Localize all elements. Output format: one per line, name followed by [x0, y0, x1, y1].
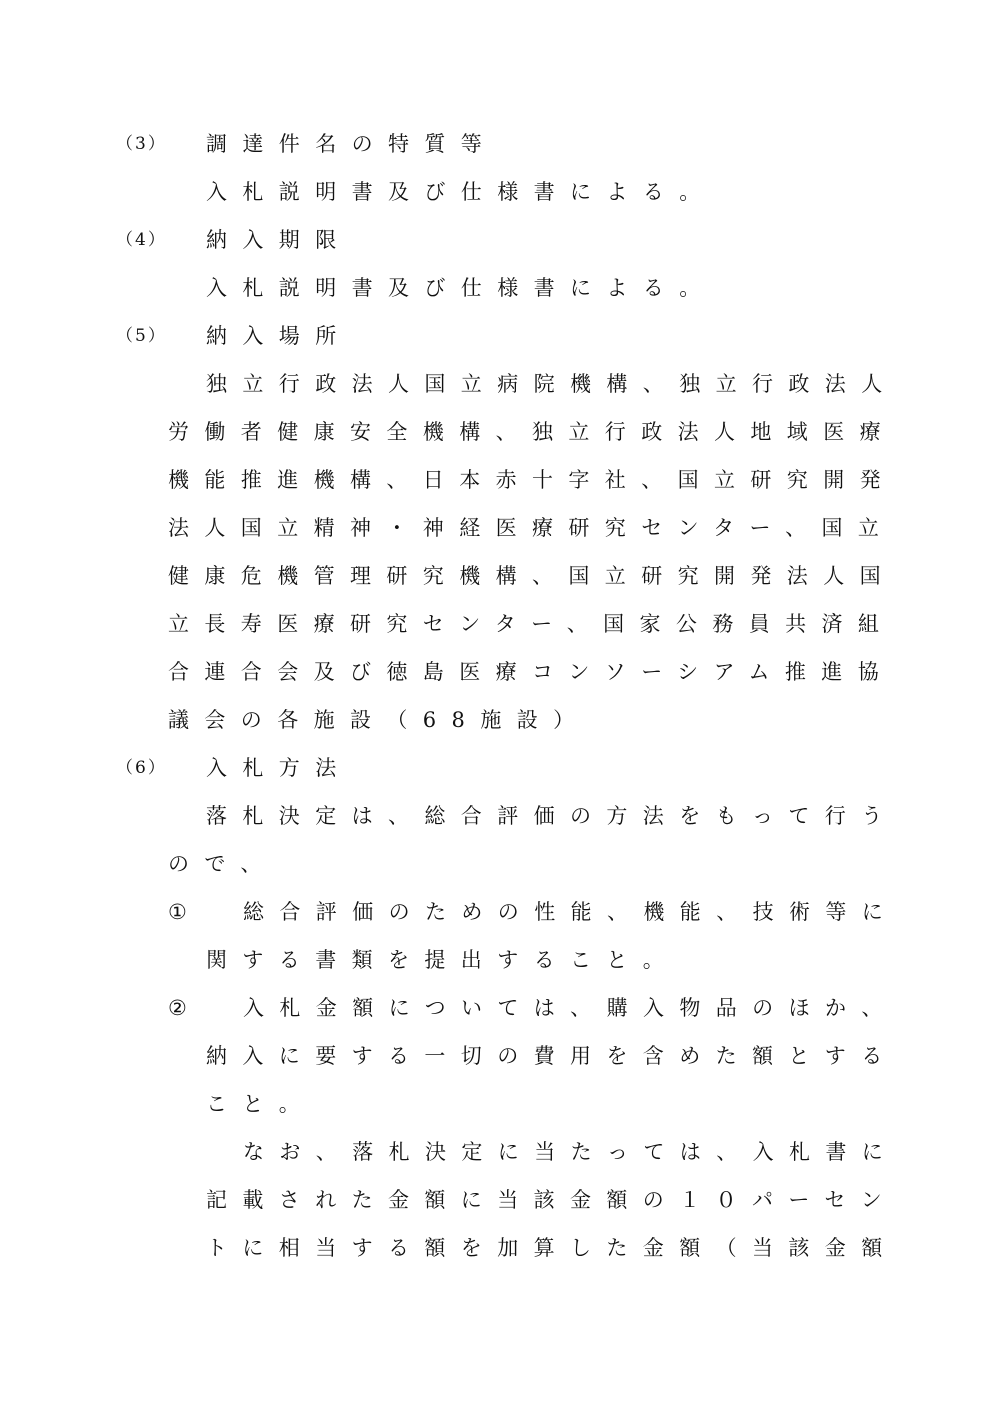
text-line: 法人国立精神・神経医療研究センター、国立 [168, 516, 895, 540]
text-line: 議会の各施設（68施設） [168, 708, 590, 732]
text-line: ので、 [168, 852, 277, 876]
text-line: 独立行政法人国立病院機構、独立行政法人 [206, 372, 898, 396]
text-line: 入札金額については、購入物品のほか、 [243, 996, 898, 1020]
text-line: 落札決定は、総合評価の方法をもって行う [206, 804, 898, 828]
item-marker-2: ② [168, 996, 187, 1020]
text-line: 総合評価のための性能、機能、技術等に [243, 900, 899, 924]
section-number-3: （3） [116, 134, 167, 154]
text-line: 機能推進機構、日本赤十字社、国立研究開発 [168, 468, 896, 492]
section-number-6: （6） [116, 758, 167, 778]
text-line: 納入に要する一切の費用を含めた額とする [206, 1044, 898, 1068]
heading-bidding-method: 入札方法 [206, 756, 352, 780]
text-line: 入札説明書及び仕様書による。 [206, 276, 716, 300]
heading-procurement-nature: 調達件名の特質等 [206, 132, 498, 156]
text-line: こと。 [206, 1092, 316, 1116]
section-number-5: （5） [116, 326, 167, 346]
text-line: 入札説明書及び仕様書による。 [206, 180, 716, 204]
item-marker-1: ① [168, 900, 187, 924]
text-line: 記載された金額に当該金額の１０パーセン [206, 1188, 898, 1212]
text-line: 健康危機管理研究機構、国立研究開発法人国 [168, 564, 896, 588]
text-line: 合連合会及び徳島医療コンソーシアム推進協 [168, 660, 895, 684]
section-number-4: （4） [116, 230, 167, 250]
heading-delivery-deadline: 納入期限 [206, 228, 352, 252]
heading-delivery-location: 納入場所 [206, 324, 352, 348]
text-line: 立長寿医療研究センター、国家公務員共済組 [168, 612, 895, 636]
text-line: 労働者健康安全機構、独立行政法人地域医療 [168, 420, 896, 444]
text-line: なお、落札決定に当たっては、入札書に [243, 1140, 899, 1164]
text-line: 関する書類を提出すること。 [206, 948, 680, 972]
text-line: トに相当する額を加算した金額（当該金額 [206, 1236, 898, 1260]
